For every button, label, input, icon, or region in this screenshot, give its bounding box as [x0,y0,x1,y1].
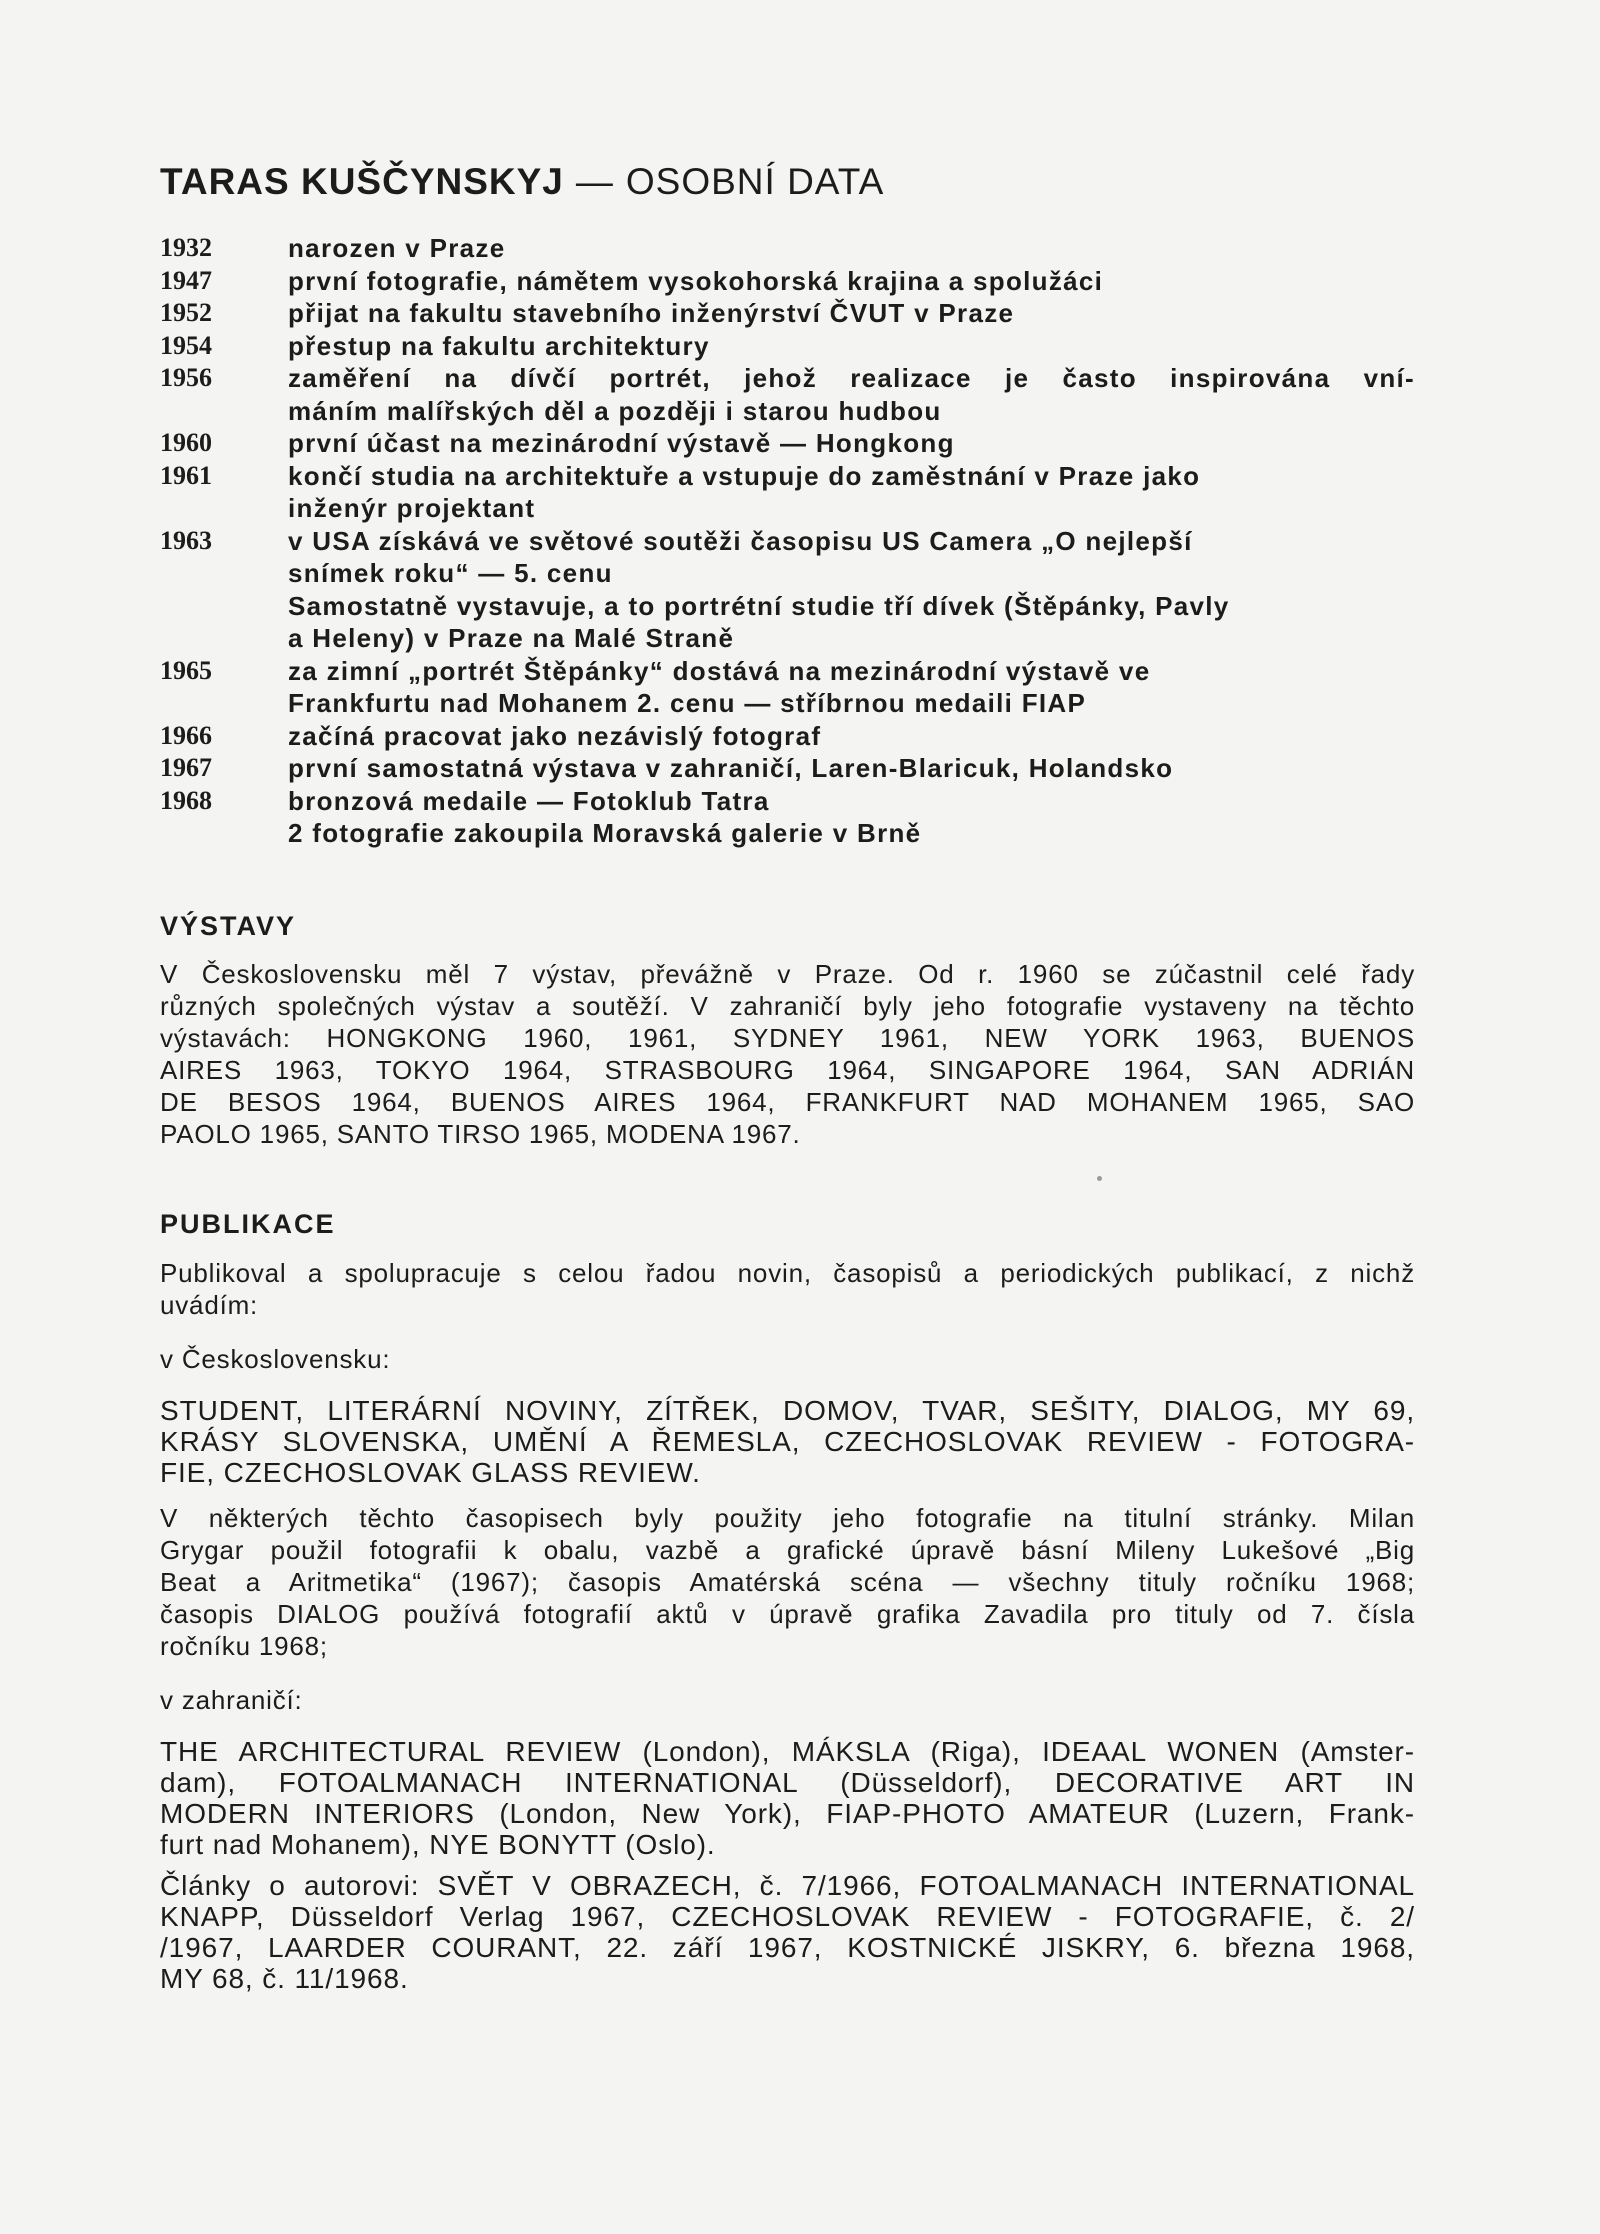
text-line: Články o autorovi: SVĚT V OBRAZECH, č. 7/1966, FOTOALMANACH INTERNATIONAL [160,1869,1415,1901]
timeline-year: 1968 [160,785,212,815]
timeline-line: přijat na fakultu stavebního inženýrství ČVUT v Praze [288,298,1015,329]
timeline-row [160,460,1415,525]
timeline-text [288,427,1415,460]
timeline-line: narozen v Praze [288,233,506,264]
cs-note-paragraph [160,1502,1415,1662]
timeline-text [288,297,1415,330]
timeline-year: 1952 [160,298,212,328]
title-name: TARAS KUŠČYNSKYJ [160,161,564,202]
timeline-text [288,720,1415,753]
timeline-year: 1961 [160,460,212,490]
vystavy-paragraph [160,958,1415,1150]
timeline-row [160,297,1415,330]
cs-publication-list [160,1395,1415,1488]
timeline-year: 1947 [160,265,212,295]
document-page [160,160,1415,1994]
title-subtitle: OSOBNÍ DATA [625,161,885,202]
section-heading-publikace: PUBLIKACE [160,1209,336,1240]
timeline-line: první samostatná výstava v zahraničí, Laren-Blaricuk, Holandsko [288,753,1174,784]
timeline-text [288,655,1415,720]
text-line: /1967, LAARDER COURANT, 22. září 1967, KOSTNICKÉ JISKRY, 6. března 1968, [160,1931,1415,1963]
timeline-line: 2 fotografie zakoupila Moravská galerie v Brně [288,818,922,849]
timeline-text [288,362,1415,427]
timeline-year: 1932 [160,233,212,263]
timeline-line: snímek roku“ — 5. cenu [288,558,613,589]
timeline-line: za zimní „portrét Štěpánky“ dostává na mezinárodní výstavě ve [288,655,1151,686]
timeline-text [288,460,1415,525]
text-line: DE BESOS 1964, BUENOS AIRES 1964, FRANKFURT NAD MOHANEM 1965, SAO [160,1087,1415,1118]
timeline-line: máním malířských děl a později i starou hudbou [288,395,942,426]
timeline-line: končí studia na architektuře a vstupuje do zaměstnání v Praze jako [288,460,1201,491]
title-separator: — [575,161,614,202]
timeline-line: přestup na fakultu architektury [288,330,710,361]
timeline-row [160,265,1415,298]
timeline-row [160,785,1415,850]
text-line: různých společných výstav a soutěží. V zahraničí byly jeho fotografie vystaveny na těchto [160,991,1415,1022]
cs-label: v Československu: [160,1343,391,1374]
timeline-year: 1965 [160,655,212,685]
timeline-line: inženýr projektant [288,493,536,524]
timeline-text [288,525,1415,655]
timeline-row [160,720,1415,753]
text-line: Beat a Aritmetika“ (1967); časopis Amatérská scéna — všechny tituly ročníku 1968; [160,1566,1415,1597]
text-line: časopis DIALOG používá fotografií aktů v úpravě grafika Zavadila pro tituly od 7. čísla [160,1598,1415,1629]
timeline-year: 1960 [160,428,212,458]
text-line: Grygar použil fotografii k obalu, vazbě a grafické úpravě básní Mileny Lukešové „Big [160,1534,1415,1565]
timeline-text [288,265,1415,298]
text-line: THE ARCHITECTURAL REVIEW (London), MÁKSLA (Riga), IDEAAL WONEN (Amster- [160,1735,1415,1767]
text-line: MODERN INTERIORS (London, New York), FIAP-PHOTO AMATEUR (Luzern, Frank- [160,1797,1415,1829]
text-line: KRÁSY SLOVENSKA, UMĚNÍ A ŘEMESLA, CZECHOSLOVAK REVIEW - FOTOGRA- [160,1425,1415,1457]
publikace-intro [160,1257,1415,1321]
timeline-line: zaměření na dívčí portrét, jehož realizace je často inspirována vní- [288,363,1415,394]
timeline [160,232,1415,850]
timeline-line: bronzová medaile — Fotoklub Tatra [288,785,770,816]
text-line: furt nad Mohanem), NYE BONYTT (Oslo). [160,1828,716,1860]
timeline-year: 1954 [160,330,212,360]
speck-mark [1097,1176,1102,1181]
text-line: STUDENT, LITERÁRNÍ NOVINY, ZÍTŘEK, DOMOV, TVAR, SEŠITY, DIALOG, MY 69, [160,1394,1415,1426]
timeline-line: a Heleny) v Praze na Malé Straně [288,623,735,654]
timeline-line: začíná pracovat jako nezávislý fotograf [288,720,822,751]
page-title [160,160,1415,204]
text-line: dam), FOTOALMANACH INTERNATIONAL (Düsseldorf), DECORATIVE ART IN [160,1766,1415,1798]
timeline-row [160,362,1415,427]
text-line: uvádím: [160,1289,259,1320]
text-line: KNAPP, Düsseldorf Verlag 1967, CZECHOSLOVAK REVIEW - FOTOGRAFIE, č. 2/ [160,1900,1415,1932]
text-line: MY 68, č. 11/1968. [160,1962,409,1994]
text-line: Publikoval a spolupracuje s celou řadou novin, časopisů a periodických publikací, z nichž [160,1257,1415,1288]
timeline-row [160,232,1415,265]
timeline-year: 1966 [160,720,212,750]
text-line: FIE, CZECHOSLOVAK GLASS REVIEW. [160,1456,701,1488]
text-line: V některých těchto časopisech byly použity jeho fotografie na titulní stránky. Milan [160,1502,1415,1533]
timeline-text [288,330,1415,363]
timeline-text [288,232,1415,265]
abroad-publication-list [160,1736,1415,1860]
text-line: výstavách: HONGKONG 1960, 1961, SYDNEY 1961, NEW YORK 1963, BUENOS [160,1023,1415,1054]
articles-paragraph [160,1870,1415,1994]
text-line: ročníku 1968; [160,1630,328,1661]
timeline-line: v USA získává ve světové soutěži časopisu US Camera „O nejlepší [288,525,1193,556]
timeline-row [160,525,1415,655]
timeline-row [160,427,1415,460]
text-line: PAOLO 1965, SANTO TIRSO 1965, MODENA 1967. [160,1119,801,1150]
section-heading-vystavy: VÝSTAVY [160,910,297,941]
abroad-label: v zahraničí: [160,1684,303,1715]
timeline-line: Frankfurtu nad Mohanem 2. cenu — stříbrnou medaili FIAP [288,688,1087,719]
timeline-text [288,785,1415,850]
text-line: V Československu měl 7 výstav, převážně v Praze. Od r. 1960 se zúčastnil celé řady [160,959,1415,990]
timeline-year: 1956 [160,363,212,393]
timeline-line: první účast na mezinárodní výstavě — Hongkong [288,428,955,459]
timeline-line: Samostatně vystavuje, a to portrétní studie tří dívek (Štěpánky, Pavly [288,590,1230,621]
timeline-year: 1963 [160,525,212,555]
timeline-row [160,330,1415,363]
timeline-row [160,752,1415,785]
timeline-text [288,752,1415,785]
timeline-row [160,655,1415,720]
timeline-year: 1967 [160,753,212,783]
text-line: AIRES 1963, TOKYO 1964, STRASBOURG 1964, SINGAPORE 1964, SAN ADRIÁN [160,1055,1415,1086]
timeline-line: první fotografie, námětem vysokohorská krajina a spolužáci [288,265,1104,296]
